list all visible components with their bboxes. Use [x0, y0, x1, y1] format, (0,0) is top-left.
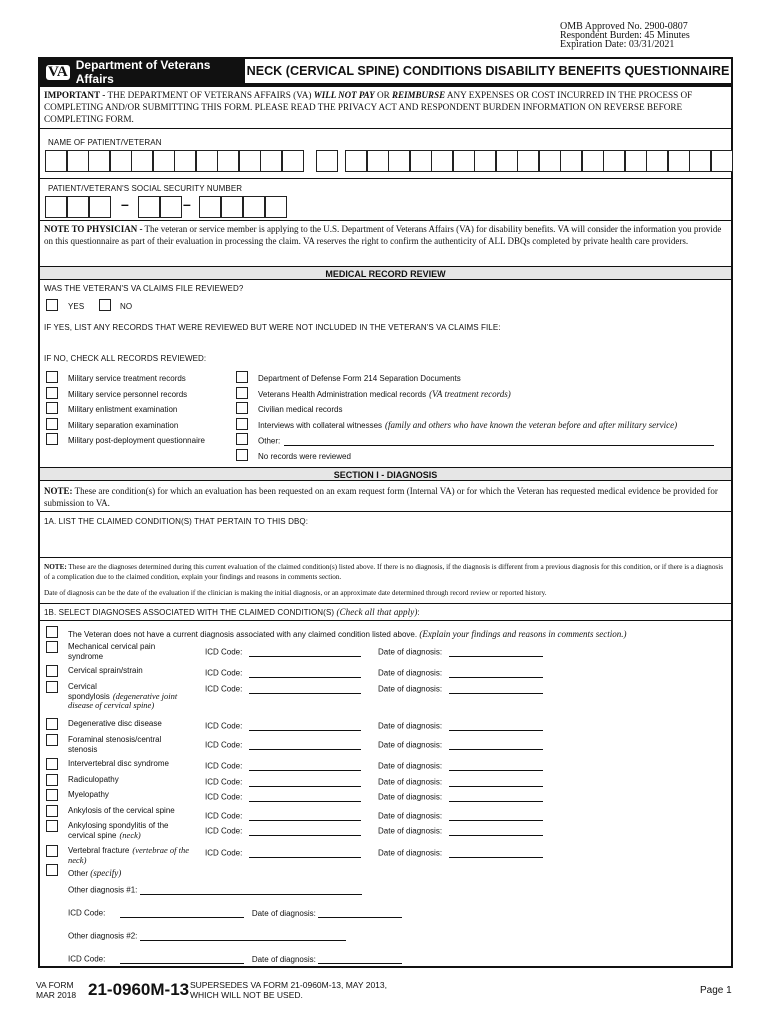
record-checkbox[interactable]	[236, 449, 248, 461]
name-char-box[interactable]	[131, 150, 153, 172]
icd-code-input[interactable]	[249, 647, 361, 657]
ssn-digit-box[interactable]	[199, 196, 221, 218]
diagnosis-checkbox[interactable]	[46, 641, 58, 653]
date-of-diagnosis-field: Date of diagnosis:	[378, 811, 543, 821]
date-of-diagnosis-field: Date of diagnosis:	[378, 826, 543, 836]
name-char-box[interactable]	[260, 150, 282, 172]
footer-form-number: 21-0960M-13	[88, 980, 190, 999]
other-diagnosis-1: Other diagnosis #1:	[68, 885, 362, 895]
ssn-label: PATIENT/VETERAN'S SOCIAL SECURITY NUMBER	[48, 184, 243, 193]
date-input[interactable]	[449, 684, 543, 694]
icd-code-field: ICD Code:	[205, 740, 361, 750]
icd-code-field: ICD Code:	[205, 684, 361, 694]
record-label: Military post-deployment questionnaire	[68, 436, 205, 446]
name-char-box[interactable]	[367, 150, 389, 172]
icd-code-input[interactable]	[249, 826, 361, 836]
diagnosis-label: Foraminal stenosis/central stenosis	[68, 735, 162, 754]
name-char-box[interactable]	[153, 150, 175, 172]
diagnosis-note: NOTE: These are the diagnoses determined during this current evaluation of the claimed condition(s) listed above. If there is no diagnosis, if the diagnosis is different from a previous diagnosis for this condition, or if there is a diagnosis of a complication due to the claimed condition, explain your findings and reasons in comments section.	[44, 563, 724, 581]
other-1-date-input[interactable]	[318, 908, 402, 918]
important-notice: IMPORTANT - THE DEPARTMENT OF VETERANS AFFAIRS (VA) WILL NOT PAY OR REIMBURSE ANY EXPENSES OR COST INCURRED IN THE PROCESS OF COMPLETING AND/OR SUBMITTING THIS FORM. PLEASE READ THE PRIVACY ACT AND RESPONDENT BURDEN INFORMATION ON REVERSE BEFORE COMPLETING FORM.	[44, 90, 693, 124]
icd-code-field: ICD Code:	[205, 721, 361, 731]
date-input[interactable]	[449, 811, 543, 821]
date-of-diagnosis-field: Date of diagnosis:	[378, 721, 543, 731]
icd-code-input[interactable]	[249, 792, 361, 802]
other-1-codes: ICD Code: Date of diagnosis:	[68, 908, 402, 918]
name-char-box[interactable]	[88, 150, 110, 172]
name-char-box[interactable]	[582, 150, 604, 172]
diagnosis-label: Cervical sprain/strain	[68, 666, 143, 675]
diagnosis-checkbox[interactable]	[46, 734, 58, 746]
record-checkbox[interactable]	[236, 418, 248, 430]
record-label: Military service personnel records	[68, 389, 188, 399]
name-char-box[interactable]	[625, 150, 647, 172]
diagnosis-checkbox[interactable]	[46, 805, 58, 817]
other-label: Other (specify)	[68, 868, 122, 878]
icd-code-input[interactable]	[249, 668, 361, 678]
name-char-box[interactable]	[689, 150, 711, 172]
ssn-digit-box[interactable]	[160, 196, 182, 218]
diagnosis-label: Ankylosis of the cervical spine	[68, 806, 175, 815]
name-label: NAME OF PATIENT/VETERAN	[48, 138, 162, 147]
diagnosis-label: Myelopathy	[68, 790, 109, 799]
icd-code-input[interactable]	[249, 740, 361, 750]
date-of-diagnosis-field: Date of diagnosis:	[378, 740, 543, 750]
other-2-date-input[interactable]	[318, 954, 402, 964]
diagnosis-checkbox[interactable]	[46, 820, 58, 832]
icd-code-input[interactable]	[249, 761, 361, 771]
no-checkbox[interactable]	[99, 299, 111, 311]
icd-code-field: ICD Code:	[205, 761, 361, 771]
date-input[interactable]	[449, 761, 543, 771]
record-label: No records were reviewed	[258, 452, 351, 461]
record-label: Veterans Health Administration medical records (VA treatment records)	[258, 388, 511, 399]
name-char-box[interactable]	[345, 150, 367, 172]
no-label: NO	[120, 302, 133, 311]
record-checkbox[interactable]	[236, 371, 248, 383]
name-char-box[interactable]	[711, 150, 733, 172]
note-to-physician: NOTE TO PHYSICIAN - The veteran or service member is applying to the U.S. Department of Veterans Affairs (VA) for disability benefits. VA will consider the information you provide on this questionnaire as part of their evaluation in processing the claim. VA reserves the right to confirm the authenticity of ALL DBQs completed by private health care providers.	[44, 224, 722, 246]
record-checkbox[interactable]	[46, 402, 58, 414]
name-char-box[interactable]	[174, 150, 196, 172]
other-diagnosis-2: Other diagnosis #2:	[68, 931, 346, 941]
va-logo-icon: VA	[48, 63, 68, 80]
name-char-box[interactable]	[282, 150, 304, 172]
icd-code-field: ICD Code:	[205, 811, 361, 821]
record-label: Department of Defense Form 214 Separation Documents	[258, 374, 461, 383]
date-input[interactable]	[449, 826, 543, 836]
omb-info	[560, 22, 720, 49]
name-char-box[interactable]	[603, 150, 625, 172]
other-2-icd-input[interactable]	[120, 954, 244, 964]
record-label: Military service treatment records	[68, 374, 186, 383]
icd-code-input[interactable]	[249, 777, 361, 787]
date-of-diagnosis-field: Date of diagnosis:	[378, 684, 543, 694]
other-checkbox[interactable]	[46, 864, 58, 876]
omb-number: OMB Approved No. 2900-0807	[560, 21, 688, 32]
icd-code-input[interactable]	[249, 721, 361, 731]
date-of-diagnosis-field: Date of diagnosis:	[378, 777, 543, 787]
claims-file-question: WAS THE VETERAN'S VA CLAIMS FILE REVIEWED?	[44, 284, 244, 293]
icd-code-field: ICD Code:	[205, 777, 361, 787]
section-1-note: NOTE: These are condition(s) for which an evaluation has been requested on an exam request form (Internal VA) or for which the Veteran has requested medical evidence be provided for submission to VA.	[44, 486, 718, 508]
date-of-diagnosis-field: Date of diagnosis:	[378, 792, 543, 802]
name-char-box[interactable]	[217, 150, 239, 172]
ssn-digit-box[interactable]	[138, 196, 160, 218]
ssn-digit-box[interactable]	[243, 196, 265, 218]
record-checkbox[interactable]	[46, 371, 58, 383]
date-input[interactable]	[449, 721, 543, 731]
diagnosis-label: Radiculopathy	[68, 775, 119, 784]
record-checkbox[interactable]	[46, 418, 58, 430]
ssn-dash: –	[183, 196, 191, 212]
name-char-box[interactable]	[388, 150, 410, 172]
diagnosis-checkbox[interactable]	[46, 789, 58, 801]
name-char-box[interactable]	[67, 150, 89, 172]
yes-label: YES	[68, 302, 85, 311]
if-yes-label: IF YES, LIST ANY RECORDS THAT WERE REVIEWED BUT WERE NOT INCLUDED IN THE VETERAN'S VA CLAIMS FILE:	[44, 323, 501, 332]
record-label: Interviews with collateral witnesses (family and others who have known the veteran before and after military service)	[258, 419, 678, 430]
name-char-box[interactable]	[196, 150, 218, 172]
record-label: Military enlistment examination	[68, 405, 178, 415]
record-label: Other:	[258, 436, 714, 446]
section-1-heading: SECTION I - DIAGNOSIS	[40, 467, 731, 481]
diagnosis-checkbox[interactable]	[46, 845, 58, 857]
diagnosis-label: Vertebral fracture (vertebrae of the neck)	[68, 845, 190, 865]
middle-initial-box[interactable]	[316, 150, 338, 172]
date-of-diagnosis-field: Date of diagnosis:	[378, 761, 543, 771]
date-input[interactable]	[449, 668, 543, 678]
date-input[interactable]	[449, 740, 543, 750]
agency-banner	[40, 59, 245, 85]
ssn-dash: –	[121, 196, 129, 212]
date-of-diagnosis-note: Date of diagnosis can be the date of the evaluation if the clinician is making the initial diagnosis, or an approximate date determined through record review or reported history.	[44, 589, 547, 597]
medical-record-review-heading: MEDICAL RECORD REVIEW	[40, 266, 731, 280]
diagnosis-checkbox[interactable]	[46, 758, 58, 770]
form-title: NECK (CERVICAL SPINE) CONDITIONS DISABILITY BENEFITS QUESTIONNAIRE	[245, 59, 731, 85]
diagnosis-checkbox[interactable]	[46, 681, 58, 693]
other-1-icd-input[interactable]	[120, 908, 244, 918]
date-input[interactable]	[449, 792, 543, 802]
q1a-label: 1A. LIST THE CLAIMED CONDITION(S) THAT PERTAIN TO THIS DBQ:	[44, 517, 309, 526]
name-char-box[interactable]	[496, 150, 518, 172]
ssn-digit-box[interactable]	[89, 196, 111, 218]
icd-code-field: ICD Code:	[205, 792, 361, 802]
diagnosis-label: Mechanical cervical pain syndrome	[68, 642, 156, 661]
footer-supersedes: SUPERSEDES VA FORM 21-0960M-13, MAY 2013, WHICH WILL NOT BE USED.	[190, 980, 387, 1000]
name-char-box[interactable]	[239, 150, 261, 172]
name-char-box[interactable]	[410, 150, 432, 172]
form	[38, 57, 733, 968]
ssn-digit-box[interactable]	[45, 196, 67, 218]
yes-checkbox[interactable]	[46, 299, 58, 311]
record-checkbox[interactable]	[236, 402, 248, 414]
name-char-box[interactable]	[431, 150, 453, 172]
ssn-digit-box[interactable]	[265, 196, 287, 218]
if-no-label: IF NO, CHECK ALL RECORDS REVIEWED:	[44, 354, 207, 363]
agency-name: Department of Veterans Affairs	[75, 58, 211, 86]
record-label: Civilian medical records	[258, 405, 343, 415]
record-checkbox[interactable]	[46, 433, 58, 445]
icd-code-field: ICD Code:	[205, 848, 361, 858]
icd-code-input[interactable]	[249, 684, 361, 694]
name-char-box[interactable]	[517, 150, 539, 172]
footer-form-label: VA FORM MAR 2018	[36, 980, 77, 1000]
no-diagnosis-label: The Veteran does not have a current diagnosis associated with any claimed condition listed above. (Explain your findings and reasons in comments section.)	[68, 629, 627, 639]
diagnosis-label: Intervertebral disc syndrome	[68, 759, 169, 768]
expiration-date: Expiration Date: 03/31/2021	[560, 39, 675, 50]
name-char-box[interactable]	[560, 150, 582, 172]
name-char-box[interactable]	[668, 150, 690, 172]
record-checkbox[interactable]	[236, 433, 248, 445]
name-char-box[interactable]	[474, 150, 496, 172]
other-diagnosis-1-input[interactable]	[140, 885, 362, 895]
name-char-box[interactable]	[539, 150, 561, 172]
icd-code-field: ICD Code:	[205, 647, 361, 657]
date-of-diagnosis-field: Date of diagnosis:	[378, 647, 543, 657]
record-checkbox[interactable]	[46, 387, 58, 399]
ssn-digit-box[interactable]	[221, 196, 243, 218]
name-char-box[interactable]	[646, 150, 668, 172]
diagnosis-checkbox[interactable]	[46, 665, 58, 677]
respondent-burden: Respondent Burden: 45 Minutes	[560, 30, 690, 41]
record-label: Military separation examination	[68, 420, 179, 430]
diagnosis-label: Cervical spondylosis (degenerative joint disease of cervical spine)	[68, 682, 178, 710]
icd-code-input[interactable]	[249, 848, 361, 858]
name-char-box[interactable]	[453, 150, 475, 172]
other-diagnosis-2-input[interactable]	[140, 931, 346, 941]
date-of-diagnosis-field: Date of diagnosis:	[378, 848, 543, 858]
q1b-label: 1B. SELECT DIAGNOSES ASSOCIATED WITH THE CLAIMED CONDITION(S) (Check all that apply):	[44, 607, 420, 617]
diagnosis-label: Degenerative disc disease	[68, 719, 162, 728]
icd-code-field: ICD Code:	[205, 826, 361, 836]
diagnosis-label: Ankylosing spondylitis of the cervical spine (neck)	[68, 821, 169, 840]
page-number: Page 1	[700, 985, 732, 996]
name-char-box[interactable]	[110, 150, 132, 172]
name-char-box[interactable]	[45, 150, 67, 172]
date-input[interactable]	[449, 777, 543, 787]
other-records-input[interactable]	[284, 436, 714, 446]
date-input[interactable]	[449, 848, 543, 858]
diagnosis-checkbox[interactable]	[46, 718, 58, 730]
diagnosis-checkbox[interactable]	[46, 774, 58, 786]
icd-code-field: ICD Code:	[205, 668, 361, 678]
date-input[interactable]	[449, 647, 543, 657]
no-diagnosis-checkbox[interactable]	[46, 626, 58, 638]
record-checkbox[interactable]	[236, 387, 248, 399]
other-2-codes: ICD Code: Date of diagnosis:	[68, 954, 402, 964]
claimed-conditions-input[interactable]	[44, 529, 727, 555]
icd-code-input[interactable]	[249, 811, 361, 821]
ssn-digit-box[interactable]	[67, 196, 89, 218]
date-of-diagnosis-field: Date of diagnosis:	[378, 668, 543, 678]
